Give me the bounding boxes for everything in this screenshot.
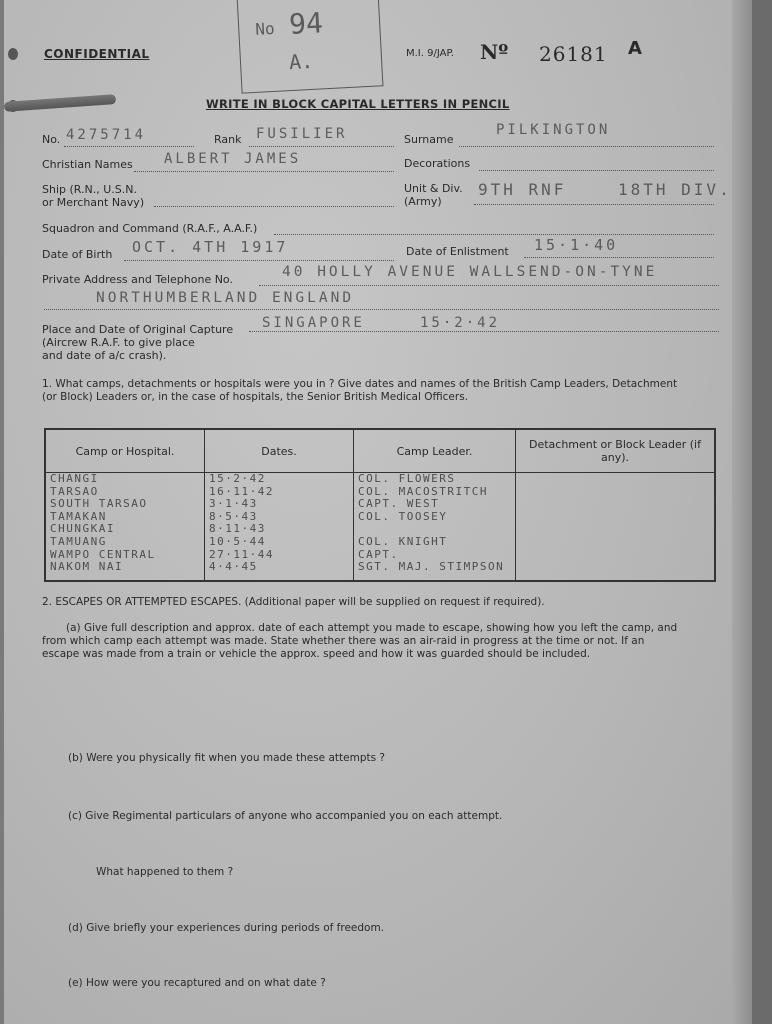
camp-entry: TAMAKAN: [50, 509, 107, 523]
number-label: Nº: [480, 40, 509, 64]
rank-label: Rank: [214, 133, 242, 146]
column-header-dates: Dates.: [205, 429, 354, 473]
stamp-text: No: [254, 18, 276, 39]
form-sheet: [4, 0, 752, 1024]
leader-entry: COL. FLOWERS: [358, 472, 456, 485]
surname-value: PILKINGTON: [496, 122, 611, 138]
question-2c-followup: What happened to them ?: [96, 866, 234, 878]
page-edge: [732, 0, 752, 1024]
form-suffix: A: [628, 38, 642, 59]
capture-place-value: SINGAPORE: [262, 315, 365, 331]
form-reference: M.I. 9/JAP.: [406, 48, 455, 59]
leader-entry: COL. MACOSTRITCH: [358, 484, 488, 498]
stamp-letter: A.: [288, 48, 314, 75]
dotted-line: [44, 309, 719, 310]
question-2a-text: (a) Give full description and approx. date of each attempt you made to escape, showing how you left the camp, and: [66, 622, 678, 634]
camp-entry: NAKOM NAI: [50, 560, 124, 574]
date-of-birth-label: Date of Birth: [42, 248, 113, 261]
unit-value: 9TH RNF: [478, 180, 567, 199]
camp-entry: CHANGI: [50, 472, 99, 485]
binding-string: [4, 94, 116, 112]
leaders-column: [354, 473, 516, 582]
leader-entry: CAPT. WEST: [358, 497, 440, 511]
camp-entry: WAMPO CENTRAL: [50, 547, 156, 561]
date-entry: 4·4·45: [209, 560, 258, 574]
address-line-2: NORTHUMBERLAND ENGLAND: [96, 290, 355, 306]
leader-entry: COL. KNIGHT: [358, 534, 448, 548]
detachment-column: [516, 473, 716, 582]
question-2c-text: (c) Give Regimental particulars of anyone who accompanied you on each attempt.: [68, 810, 503, 822]
address-line-1: 40 HOLLY AVENUE WALLSEND-ON-TYNE: [282, 264, 658, 280]
capture-label: Place and Date of Original Capture: [42, 323, 234, 336]
date-entry: 15·2·42: [209, 472, 266, 485]
background-edge: [752, 0, 772, 1024]
dotted-line: [274, 234, 714, 235]
address-label: Private Address and Telephone No.: [42, 273, 233, 286]
dotted-line: [259, 285, 719, 286]
christian-names-value: ALBERT JAMES: [164, 151, 302, 167]
column-header-leader: Camp Leader.: [354, 429, 516, 473]
dotted-line: [64, 146, 194, 147]
date-entry: 27·11·44: [209, 547, 274, 561]
ship-label-sub: or Merchant Navy): [42, 196, 145, 209]
capture-label-sub: (Aircrew R.A.F. to give place: [42, 336, 195, 349]
dotted-line: [249, 146, 394, 147]
unit-label: Unit & Div.: [404, 182, 463, 195]
camp-entry: TAMUANG: [50, 534, 107, 548]
question-1-text-cont: (or Block) Leaders or, in the case of hospitals, the Senior British Medical Officers.: [42, 391, 469, 403]
question-2e-text: (e) How were you recaptured and on what date ?: [68, 977, 326, 989]
dotted-line: [154, 206, 394, 207]
confidential-label: CONFIDENTIAL: [44, 47, 150, 61]
question-2a-text-cont: from which camp each attempt was made. State whether there was an air-raid in progress at the time or not. If an: [42, 635, 645, 647]
date-entry: 8·5·43: [209, 509, 258, 523]
stamp-number: 94: [288, 6, 324, 42]
rank-value: FUSILIER: [256, 126, 348, 142]
decorations-label: Decorations: [404, 157, 471, 170]
dotted-line: [479, 170, 714, 171]
date-entry: 16·11·42: [209, 484, 274, 498]
unit-label-sub: (Army): [404, 195, 442, 208]
leader-entry: SGT. MAJ. STIMPSON: [358, 560, 505, 574]
date-entry: 3·1·43: [209, 497, 258, 511]
camps-column: [45, 473, 205, 582]
surname-label: Surname: [404, 133, 454, 146]
dotted-line: [474, 204, 714, 205]
column-header-detachment: Detachment or Block Leader (if any).: [516, 429, 716, 473]
dotted-line: [124, 260, 394, 261]
date-entry: 8·11·43: [209, 522, 266, 536]
camp-entry: CHUNGKAI: [50, 522, 115, 536]
question-2b-text: (b) Were you physically fit when you made these attempts ?: [68, 752, 385, 764]
dates-column: [205, 473, 354, 582]
question-1-text: 1. What camps, detachments or hospitals were you in ? Give dates and names of the British Camp Leaders, Detachment: [42, 378, 678, 390]
form-number: 26181: [539, 42, 608, 66]
christian-names-label: Christian Names: [42, 158, 133, 171]
squadron-label: Squadron and Command (R.A.F., A.A.F.): [42, 222, 258, 235]
dotted-line: [524, 257, 714, 258]
dotted-line: [459, 146, 714, 147]
dotted-line: [249, 331, 719, 332]
capture-date-value: 15·2·42: [420, 315, 501, 331]
camps-table: [44, 428, 716, 582]
question-2d-text: (d) Give briefly your experiences during periods of freedom.: [68, 922, 385, 934]
camp-entry: TARSAO: [50, 484, 99, 498]
registry-stamp: [237, 0, 384, 94]
enlistment-date-value: 15·1·40: [534, 236, 619, 254]
dotted-line: [134, 171, 394, 172]
service-number-label: No.: [42, 133, 61, 146]
camp-entry: SOUTH TARSAO: [50, 497, 148, 511]
service-number-value: 4275714: [66, 127, 147, 143]
ship-label: Ship (R.N., U.S.N.: [42, 183, 137, 196]
question-2-title: 2. ESCAPES OR ATTEMPTED ESCAPES. (Additional paper will be supplied on request if required).: [42, 596, 545, 608]
leader-entry: CAPT.: [358, 547, 399, 561]
division-value: 18TH DIV.: [618, 180, 732, 199]
column-header-camp: Camp or Hospital.: [45, 429, 205, 473]
date-entry: 10·5·44: [209, 534, 266, 548]
question-2a-text-cont2: escape was made from a train or vehicle the approx. speed and how it was guarded should be included.: [42, 648, 591, 660]
instruction-heading: WRITE IN BLOCK CAPITAL LETTERS IN PENCIL: [206, 97, 510, 111]
capture-label-sub2: and date of a/c crash).: [42, 349, 167, 362]
punch-hole: [8, 48, 18, 60]
date-of-birth-value: OCT. 4TH 1917: [132, 238, 289, 256]
enlistment-date-label: Date of Enlistment: [406, 245, 509, 258]
leader-entry: COL. TOOSEY: [358, 509, 448, 523]
